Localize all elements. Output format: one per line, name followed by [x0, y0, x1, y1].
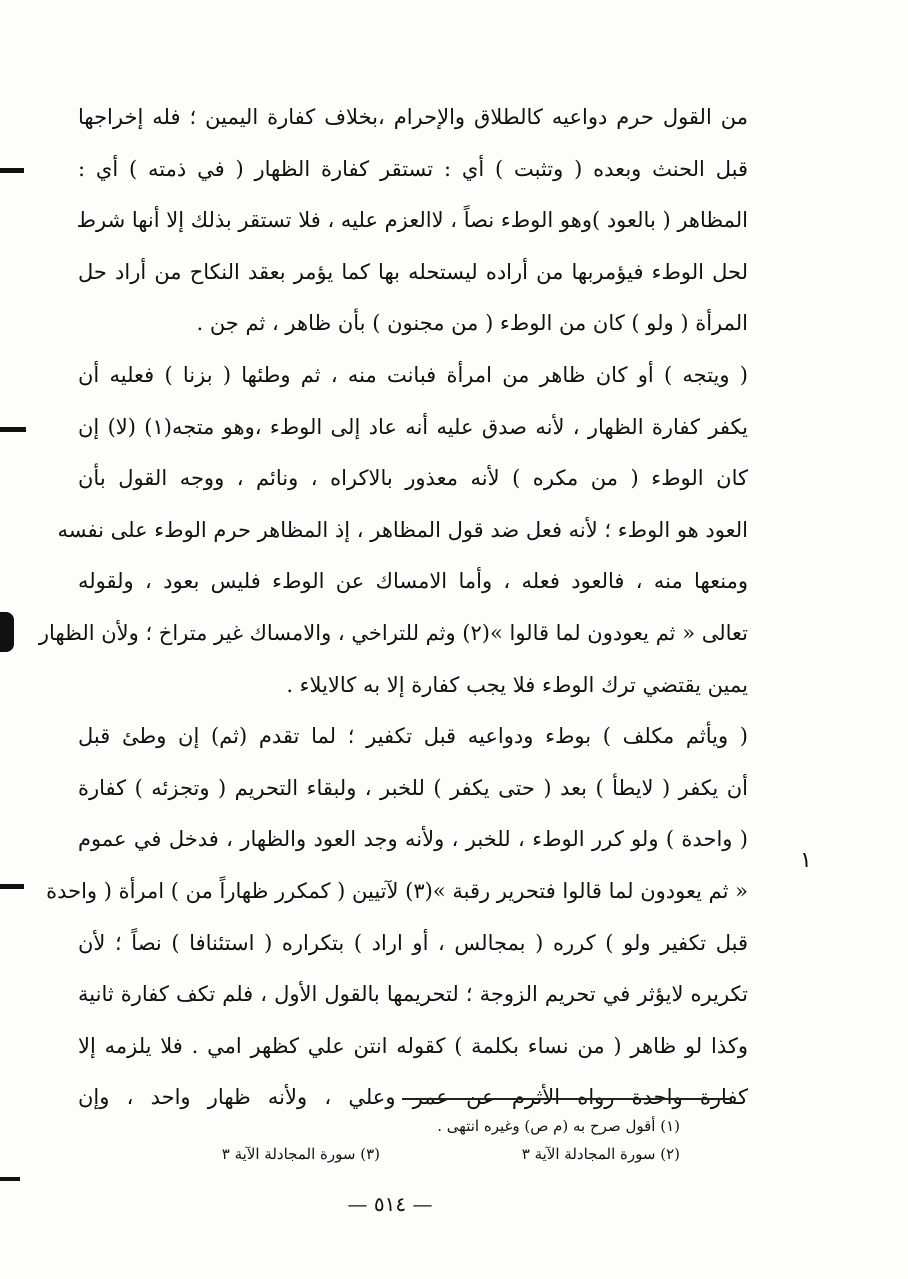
text-line: المظاهر ( بالعود )وهو الوطء نصاً ، لاالعزم عليه ، فلا تستقر بذلك إلا أنها شرط: [76, 208, 748, 233]
footnote-1: (١) أقول صرح به (م ص) وغيره انتهى .: [437, 1117, 680, 1135]
text-line: وكذا لو ظاهر ( من نساء بكلمة ) كقوله انتن علي كظهر امي . فلا يلزمه إلا: [78, 1033, 748, 1058]
footnote-row: [170, 1112, 680, 1140]
main-text: [38, 92, 748, 1124]
marginal-number: ١: [800, 848, 812, 873]
footnote-divider: [402, 1098, 732, 1100]
text-line: يمين يقتضي ترك الوطء فلا يجب كفارة إلا به كالايلاء .: [286, 672, 748, 697]
text-line: كفارة واحدة رواه الأثرم عن عمر وعلي ، ولأنه ظهار واحد ، وإن: [78, 1085, 748, 1110]
text-line: ( ويأثم مكلف ) بوطء ودواعيه قبل تكفير ؛ لما تقدم (ثم) إن وطئ قبل: [78, 724, 748, 749]
text-line: « ثم يعودون لما قالوا فتحرير رقبة »(٣) لآتيين ( كمكرر ظهاراً من ) امرأة ( واحدة: [46, 878, 748, 903]
margin-mark: [0, 168, 24, 173]
footnotes: [170, 1112, 680, 1168]
text-line: كان الوطء ( من مكره ) لأنه معذور بالاكراه ، ونائم ، ووجه القول بأن: [78, 466, 748, 491]
page-number: — ٥١٤ —: [347, 1192, 433, 1216]
margin-mark: [0, 884, 24, 889]
margin-mark: [0, 1177, 20, 1181]
footnote-row: [170, 1140, 680, 1168]
text-line: تعالى « ثم يعودون لما قالوا »(٢) وثم للتراخي ، والامساك غير متراخ ؛ ولأن الظهار: [38, 620, 748, 645]
text-line: لحل الوطء فيؤمربها من أراده ليستحله بها كما يؤمر بعقد النكاح من أراد حل: [78, 259, 748, 284]
text-line: يكفر كفارة الظهار ، لأنه صدق عليه أنه عاد إلى الوطء ،وهو متجه(١) (لا) إن: [78, 414, 748, 439]
text-line: أن يكفر ( لايطأ ) بعد ( حتى يكفر ) للخبر ، ولبقاء التحريم ( وتجزئه ) كفارة: [78, 775, 748, 800]
text-line: العود هو الوطء ؛ لأنه فعل ضد قول المظاهر ، إذ المظاهر حرم الوطء على نفسه: [57, 517, 748, 542]
margin-mark: [0, 612, 14, 652]
margin-mark: [0, 427, 26, 432]
footnote-3: (٣) سورة المجادلة الآية ٣: [221, 1145, 380, 1163]
text-line: من القول حرم دواعيه كالطلاق والإحرام ،بخلاف كفارة اليمين ؛ فله إخراجها: [78, 105, 748, 129]
text-line: ( واحدة ) ولو كرر الوطء ، للخبر ، ولأنه وجد العود والظهار ، فدخل في عموم: [78, 827, 748, 852]
text-line: تكريره لايؤثر في تحريم الزوجة ؛ لتحريمها بالقول الأول ، فلم تكف كفارة ثانية: [78, 982, 748, 1007]
text-line: ومنعها منه ، فالعود فعله ، وأما الامساك عن الوطء فليس بعود ، ولقوله: [78, 569, 748, 594]
text-line: ( ويتجه ) أو كان ظاهر من امرأة فبانت منه ، ثم وطئها ( بزنا ) فعليه أن: [78, 362, 748, 387]
text-line: قبل تكفير ولو ) كرره ( بمجالس ، أو اراد ) بتكراره ( استئنافا ) نصاً ؛ لأن: [78, 930, 748, 955]
text-line: المرأة ( ولو ) كان من الوطء ( من مجنون ) بأن ظاهر ، ثم جن .: [196, 311, 748, 336]
footnote-2: (٢) سورة المجادلة الآية ٣: [521, 1145, 680, 1163]
text-line: قبل الحنث وبعده ( وتثبت ) أي : تستقر كفارة الظهار ( في ذمته ) أي :: [78, 156, 748, 181]
